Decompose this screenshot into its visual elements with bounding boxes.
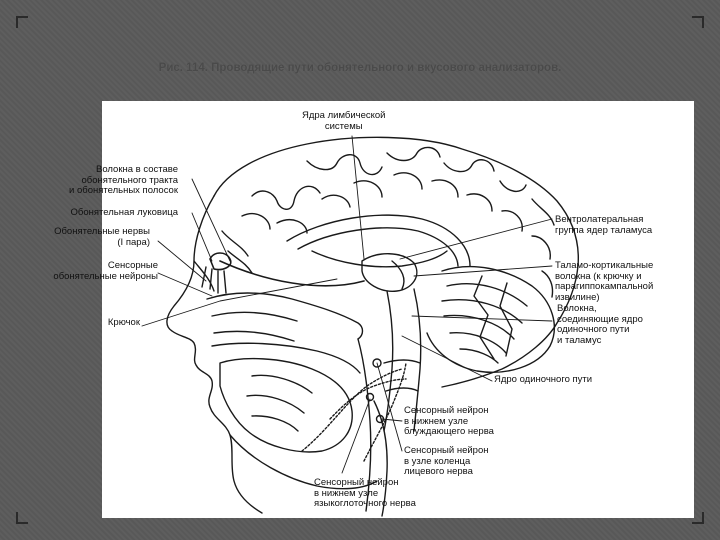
label-facial-neuron: Сенсорный нейрон в узле коленца лицевого нерва xyxy=(404,445,489,477)
label-glossopharyngeal-neuron: Сенсорный нейрон в нижнем узле языкоглоточного нерва xyxy=(314,477,416,509)
face-profile xyxy=(167,196,262,513)
corner-mark-top-right xyxy=(692,16,704,28)
label-olfactory-nerves: Обонятельные нервы (I пара) xyxy=(54,226,150,248)
label-thalamocortical-fibers: Таламо-кортикальные волокна (к крючку и парагиппокампальной извилине) xyxy=(555,260,654,303)
cerebellum xyxy=(427,267,554,373)
label-ventrolateral-group: Вентролатеральная группа ядер таламуса xyxy=(555,214,653,236)
thalamus xyxy=(362,254,417,292)
label-olfactory-tract-fibers: Волокна в составе обонятельного тракта и обонятельных полосок xyxy=(69,164,178,196)
corner-mark-bottom-left xyxy=(16,512,28,524)
olfactory-tract xyxy=(220,261,364,286)
anatomy-figure xyxy=(53,101,694,518)
label-solitary-nucleus: Ядро одиночного пути xyxy=(494,374,593,385)
label-solitary-to-thalamus-fibers: Волокна, соединяющие ядро одиночного пути и таламус xyxy=(557,303,643,346)
label-sensory-olfactory-neurons: Сенсорные обонятельные нейроны xyxy=(53,260,158,282)
tongue xyxy=(220,359,352,452)
slide-title: Рис. 114. Проводящие пути обонятельного и вкусового анализаторов. xyxy=(158,62,562,74)
label-hook: Крючок xyxy=(107,317,140,328)
hard-palate xyxy=(212,343,360,373)
corner-mark-top-left xyxy=(16,16,28,28)
label-limbic-nuclei: Ядра лимбической системы xyxy=(302,110,386,132)
label-olfactory-bulb: Обонятельная луковица xyxy=(70,207,178,218)
label-vagus-neuron: Сенсорный нейрон в нижнем узле блуждающего нерва xyxy=(404,405,494,437)
